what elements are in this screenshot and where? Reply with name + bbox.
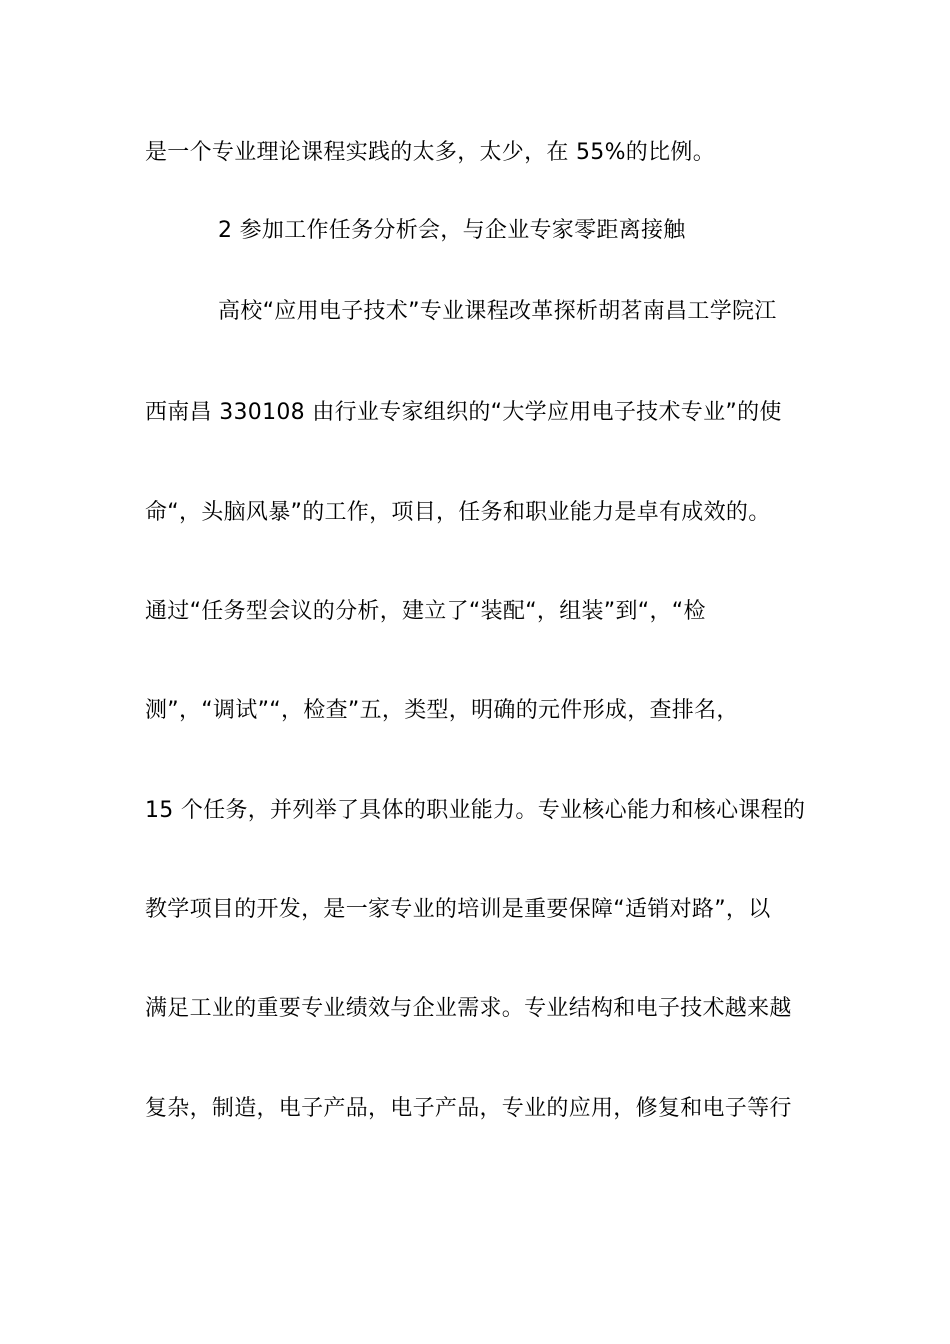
text-line-5: 命“，头脑风暴”的工作，项目，任务和职业能力是卓有成效的。 (145, 500, 771, 525)
text-line-8: 15 个任务，并列举了具体的职业能力。专业核心能力和核心课程的 (145, 798, 806, 823)
text-line-11: 复杂，制造，电子产品，电子产品，专业的应用，修复和电子等行 (145, 1096, 792, 1121)
text-line-1: 是一个专业理论课程实践的太多，太少，在 55%的比例。 (145, 140, 715, 165)
text-line-10: 满足工业的重要专业绩效与企业需求。专业结构和电子技术越来越 (145, 996, 792, 1021)
section-heading: 2 参加工作任务分析会，与企业专家零距离接触 (218, 218, 686, 243)
text-line-7: 测”，“调试”“，检查”五，类型，明确的元件形成，查排名， (145, 698, 739, 723)
text-line-9: 教学项目的开发，是一家专业的培训是重要保障“适销对路”，以 (145, 897, 771, 922)
text-line-3: 高校“应用电子技术”专业课程改革探析胡茗南昌工学院江 (218, 299, 777, 324)
text-line-6: 通过“任务型会议的分析，建立了“装配“，组装”到“，“检 (145, 599, 706, 624)
text-line-4: 西南昌 330108 由行业专家组织的“大学应用电子技术专业”的使 (145, 400, 782, 425)
